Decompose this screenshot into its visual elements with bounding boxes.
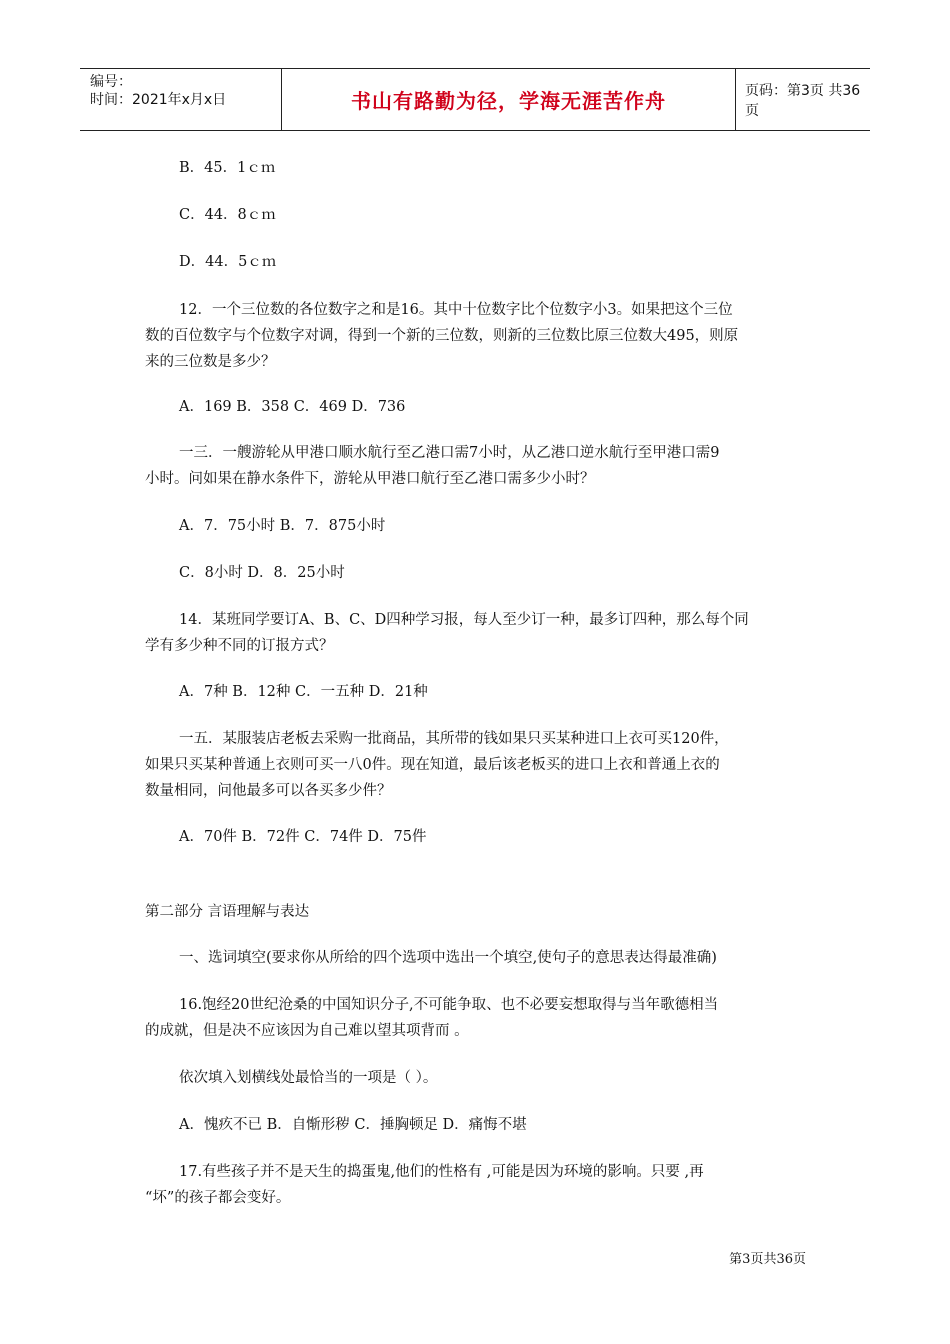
q17-line-1: 17.有些孩子并不是天生的捣蛋鬼,他们的性格有 ,可能是因为环境的影响。只要 ,再: [179, 1164, 704, 1180]
section1-title: 一、选词填空(要求你从所给的四个选项中选出一个填空,使句子的意思表达得最准确): [179, 950, 717, 966]
q15-line-1: 一五．某服装店老板去采购一批商品，其所带的钱如果只买某种进口上衣可买120件，: [179, 731, 729, 747]
header-page-cell: [735, 69, 870, 130]
time-label: 时间：2021年x月x日: [90, 92, 227, 108]
page-header: [80, 68, 870, 131]
q15-line-2: 如果只买某种普通上衣则可买一八0件。现在知道，最后该老板买的进口上衣和普通上衣的: [145, 757, 720, 773]
header-motto-cell: [281, 69, 736, 130]
page-indicator: 页码：第3页 共36页: [745, 82, 861, 119]
q16-options: A．愧疚不已 B．自惭形秽 C．捶胸顿足 D．痛悔不堪: [179, 1117, 527, 1133]
q13-options-1: A．7．75小时 B．7．875小时: [179, 518, 386, 534]
q13-options-2: C．8小时 D．8．25小时: [179, 565, 345, 581]
q16-line-1: 16.饱经20世纪沧桑的中国知识分子,不可能争取、也不必要妄想取得与当年歌德相当: [179, 997, 719, 1013]
q11-option-c: C．44．8ｃｍ: [179, 207, 276, 223]
part2-title: 第二部分 言语理解与表达: [145, 904, 310, 920]
q17-line-2: “坏”的孩子都会变好。: [145, 1190, 291, 1206]
q14-line-1: 14．某班同学要订A、B、C、D四种学习报，每人至少订一种，最多订四种，那么每个同: [179, 612, 749, 628]
number-label: 编号：: [90, 74, 132, 90]
q14-options: A．7种 B．12种 C．一五种 D．21种: [179, 684, 428, 700]
q11-option-b: B．45．1ｃｍ: [179, 160, 276, 176]
q16-line-2: 的成就，但是决不应该因为自己难以望其项背而 。: [145, 1023, 469, 1039]
header-meta: [80, 69, 281, 130]
q11-option-d: D．44．5ｃｍ: [179, 254, 277, 270]
page-footer: 第3页共36页: [729, 1252, 806, 1267]
q12-line-2: 数的百位数字与个位数字对调，得到一个新的三位数，则新的三位数比原三位数大495，则原: [145, 328, 739, 344]
q15-options: A．70件 B．72件 C．74件 D．75件: [179, 829, 427, 845]
q14-line-2: 学有多少种不同的订报方式？: [145, 638, 334, 654]
q13-line-1: 一三．一艘游轮从甲港口顺水航行至乙港口需7小时，从乙港口逆水航行至甲港口需9: [179, 445, 720, 461]
q12-line-3: 来的三位数是多少？: [145, 354, 276, 370]
q13-line-2: 小时。问如果在静水条件下，游轮从甲港口航行至乙港口需多少小时？: [145, 471, 595, 487]
motto: 书山有路勤为径，学海无涯苦作舟: [351, 89, 666, 113]
q12-line-1: 12．一个三位数的各位数字之和是16。其中十位数字比个位数字小3。如果把这个三位: [179, 302, 733, 318]
q16-prompt: 依次填入划横线处最恰当的一项是（ ）。: [179, 1070, 438, 1086]
q12-options: A．169 B．358 C．469 D．736: [179, 399, 406, 415]
q15-line-3: 数量相同，问他最多可以各买多少件？: [145, 783, 392, 799]
